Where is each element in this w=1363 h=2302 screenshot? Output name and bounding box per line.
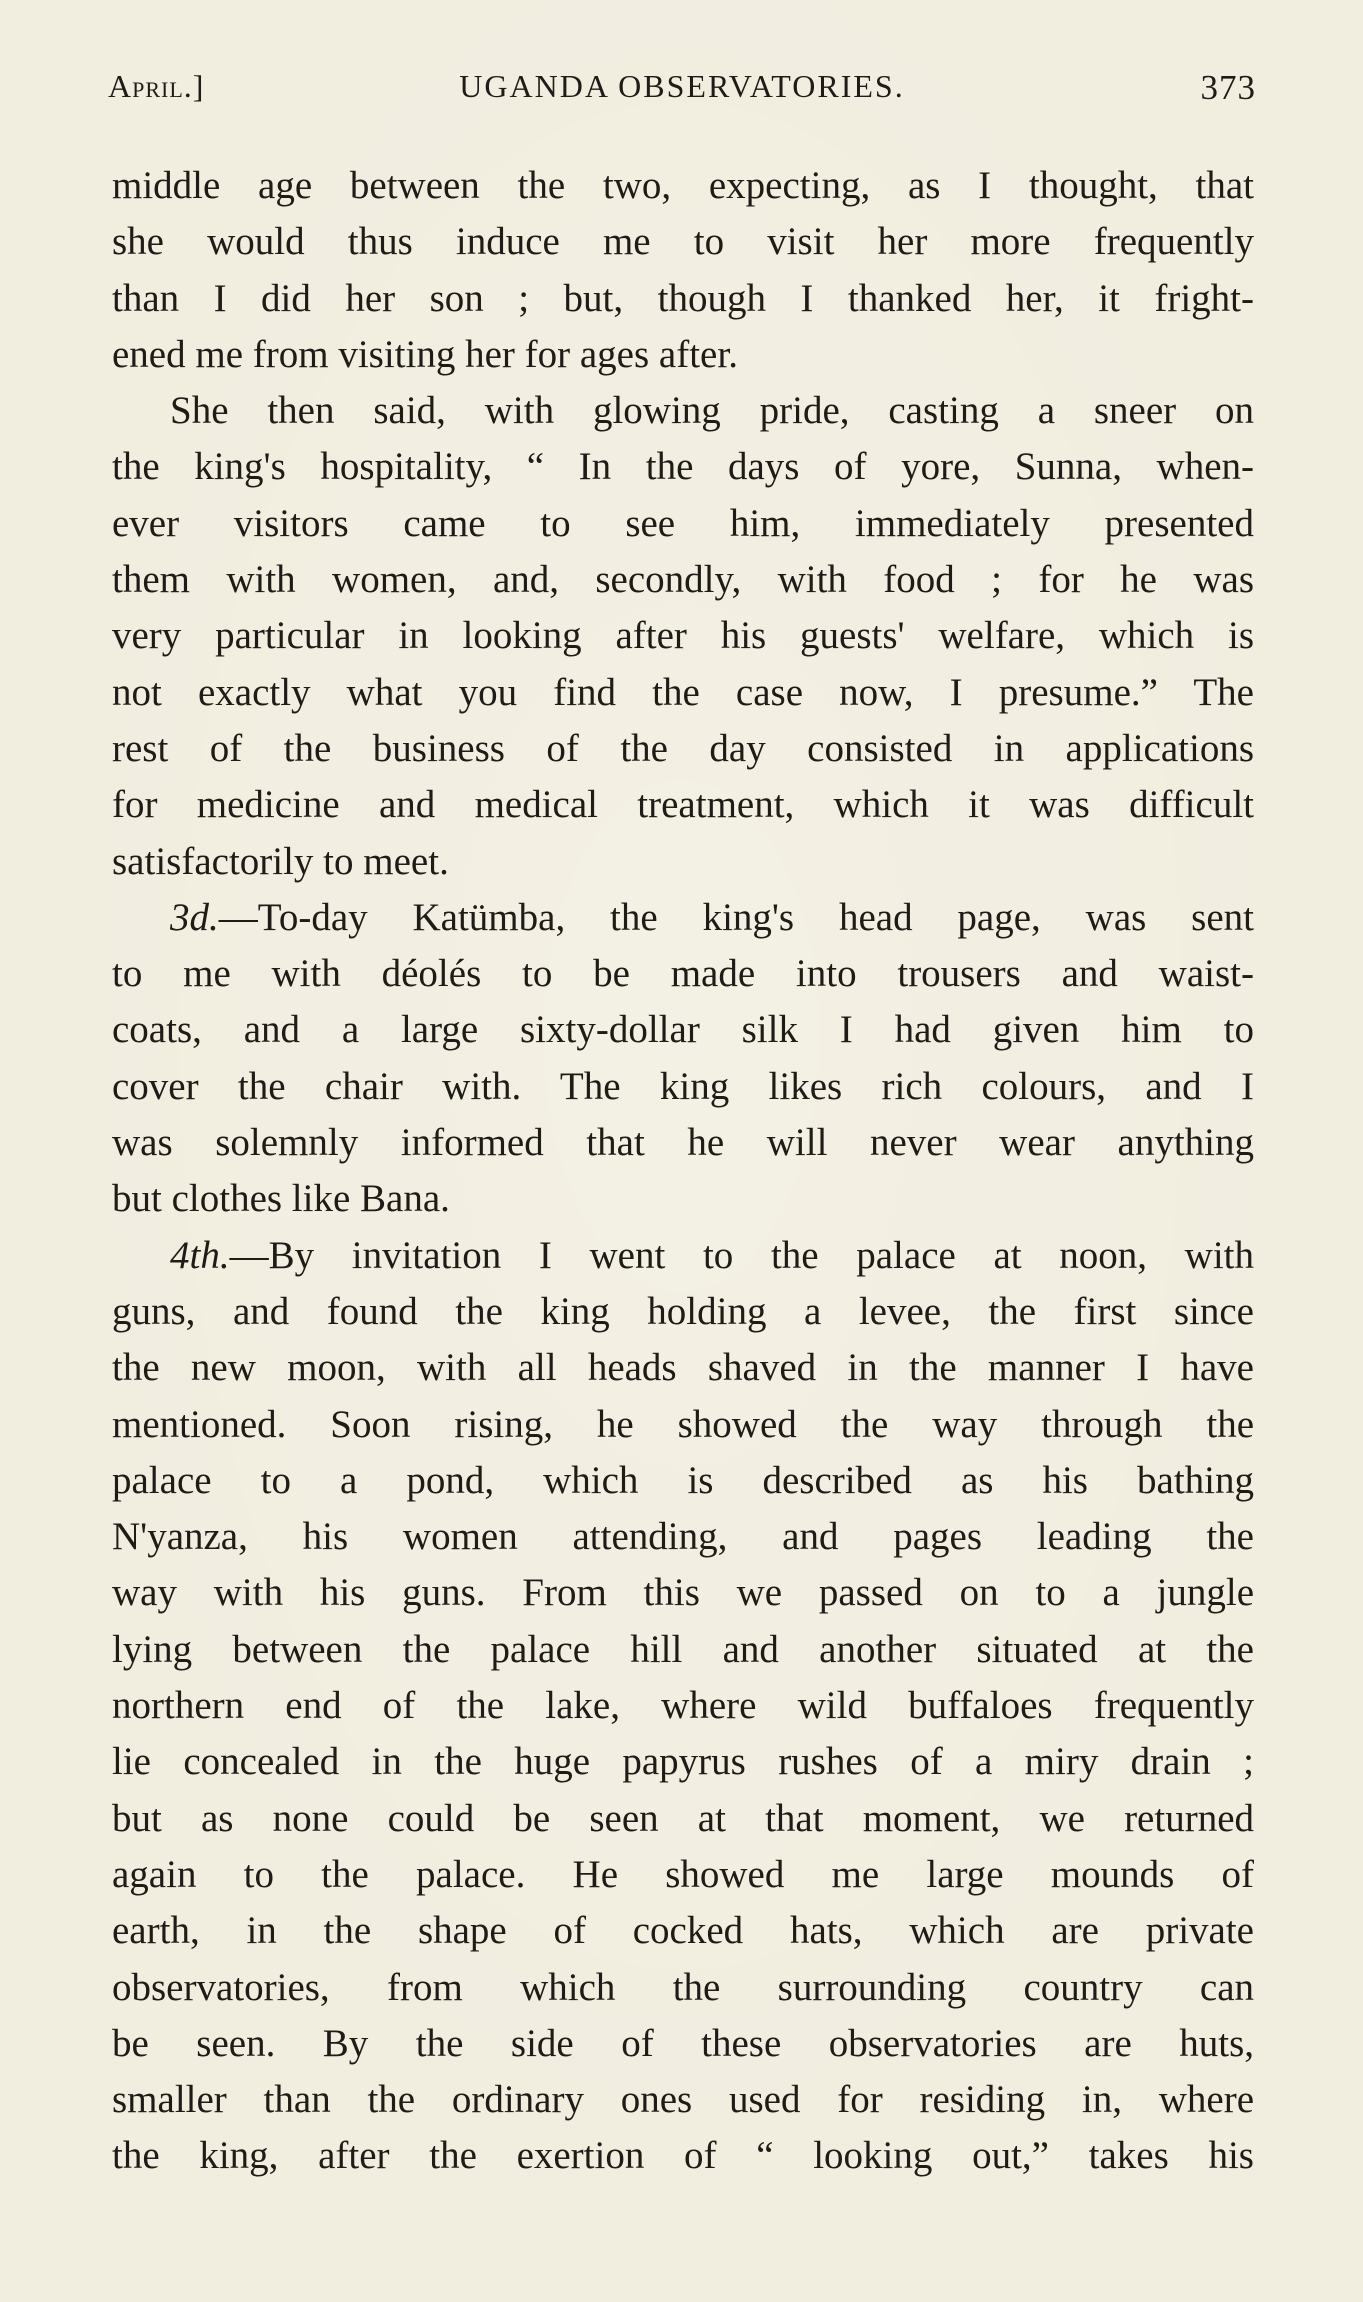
- text-line: cover the chair with. The king likes rich colours, and I: [112, 1064, 1254, 1108]
- text-line: N'yanza, his women attending, and pages leading the: [112, 1515, 1254, 1559]
- text-line: the king, after the exertion of “ looking out,” takes his: [112, 2134, 1254, 2178]
- text-line: observatories, from which the surrounding country can: [112, 1965, 1254, 2009]
- text-line: be seen. By the side of these observatories are huts,: [112, 2021, 1254, 2065]
- text-line: for medicine and medical treatment, which it was difficult: [112, 783, 1254, 827]
- page-number: 373: [1200, 68, 1256, 107]
- text-line: very particular in looking after his guests' welfare, which is: [112, 614, 1254, 658]
- text-line: guns, and found the king holding a levee, the first since: [112, 1289, 1254, 1333]
- entry-date: 4th.: [170, 1233, 230, 1277]
- running-head: [108, 68, 1256, 112]
- text-line: palace to a pond, which is described as his bathing: [112, 1458, 1254, 1502]
- text-line: again to the palace. He showed me large mounds of: [112, 1852, 1254, 1896]
- text-line: satisfactorily to meet.: [112, 839, 449, 883]
- text-line: lying between the palace hill and another situated at the: [112, 1627, 1254, 1671]
- text-line: rest of the business of the day consisted in applications: [112, 726, 1254, 770]
- text-line: earth, in the shape of cocked hats, which are private: [112, 1909, 1254, 1953]
- text-line: was solemnly informed that he will never wear anything: [112, 1121, 1254, 1165]
- text-line: she would thus induce me to visit her more frequently: [112, 220, 1254, 264]
- text-line: lie concealed in the huge papyrus rushes of a miry drain ;: [112, 1740, 1254, 1784]
- text-line: northern end of the lake, where wild buffaloes frequently: [112, 1684, 1254, 1728]
- text-line: but as none could be seen at that moment, we returned: [112, 1796, 1254, 1840]
- body-text: [112, 158, 1254, 2185]
- text-line: coats, and a large sixty-dollar silk I had given him to: [112, 1008, 1254, 1052]
- text-line: way with his guns. From this we passed on to a jungle: [112, 1571, 1254, 1615]
- text-line: middle age between the two, expecting, as I thought, that: [112, 164, 1254, 207]
- text-line: not exactly what you find the case now, I presume.” The: [112, 670, 1254, 714]
- dated-paragraph-line: [112, 890, 1254, 946]
- running-head-month: April.]: [108, 68, 205, 104]
- text-line: ened me from visiting her for ages after.: [112, 332, 738, 376]
- running-head-title: UGANDA OBSERVATORIES.: [459, 68, 905, 104]
- text-line: them with women, and, secondly, with food ; for he was: [112, 558, 1254, 602]
- text-line: She then said, with glowing pride, casting a sneer on: [170, 389, 1254, 433]
- text-line: than I did her son ; but, though I thanked her, it fright-: [112, 276, 1254, 320]
- text-line: ever visitors came to see him, immediately presented: [112, 501, 1254, 545]
- dated-paragraph-line: [112, 1228, 1254, 1284]
- text-line: the new moon, with all heads shaved in the manner I have: [112, 1346, 1254, 1390]
- text-line: mentioned. Soon rising, he showed the way through the: [112, 1402, 1254, 1446]
- entry-date: 3d.: [170, 895, 219, 939]
- text-line: smaller than the ordinary ones used for residing in, where: [112, 2078, 1254, 2122]
- text-line-content: —By invitation I went to the palace at noon, with: [229, 1233, 1254, 1277]
- text-line: the king's hospitality, “ In the days of yore, Sunna, when-: [112, 445, 1254, 489]
- text-line: but clothes like Bana.: [112, 1177, 450, 1221]
- text-line-content: —To-day Katümba, the king's head page, was sent: [218, 895, 1254, 939]
- text-line: to me with déolés to be made into trousers and waist-: [112, 952, 1254, 996]
